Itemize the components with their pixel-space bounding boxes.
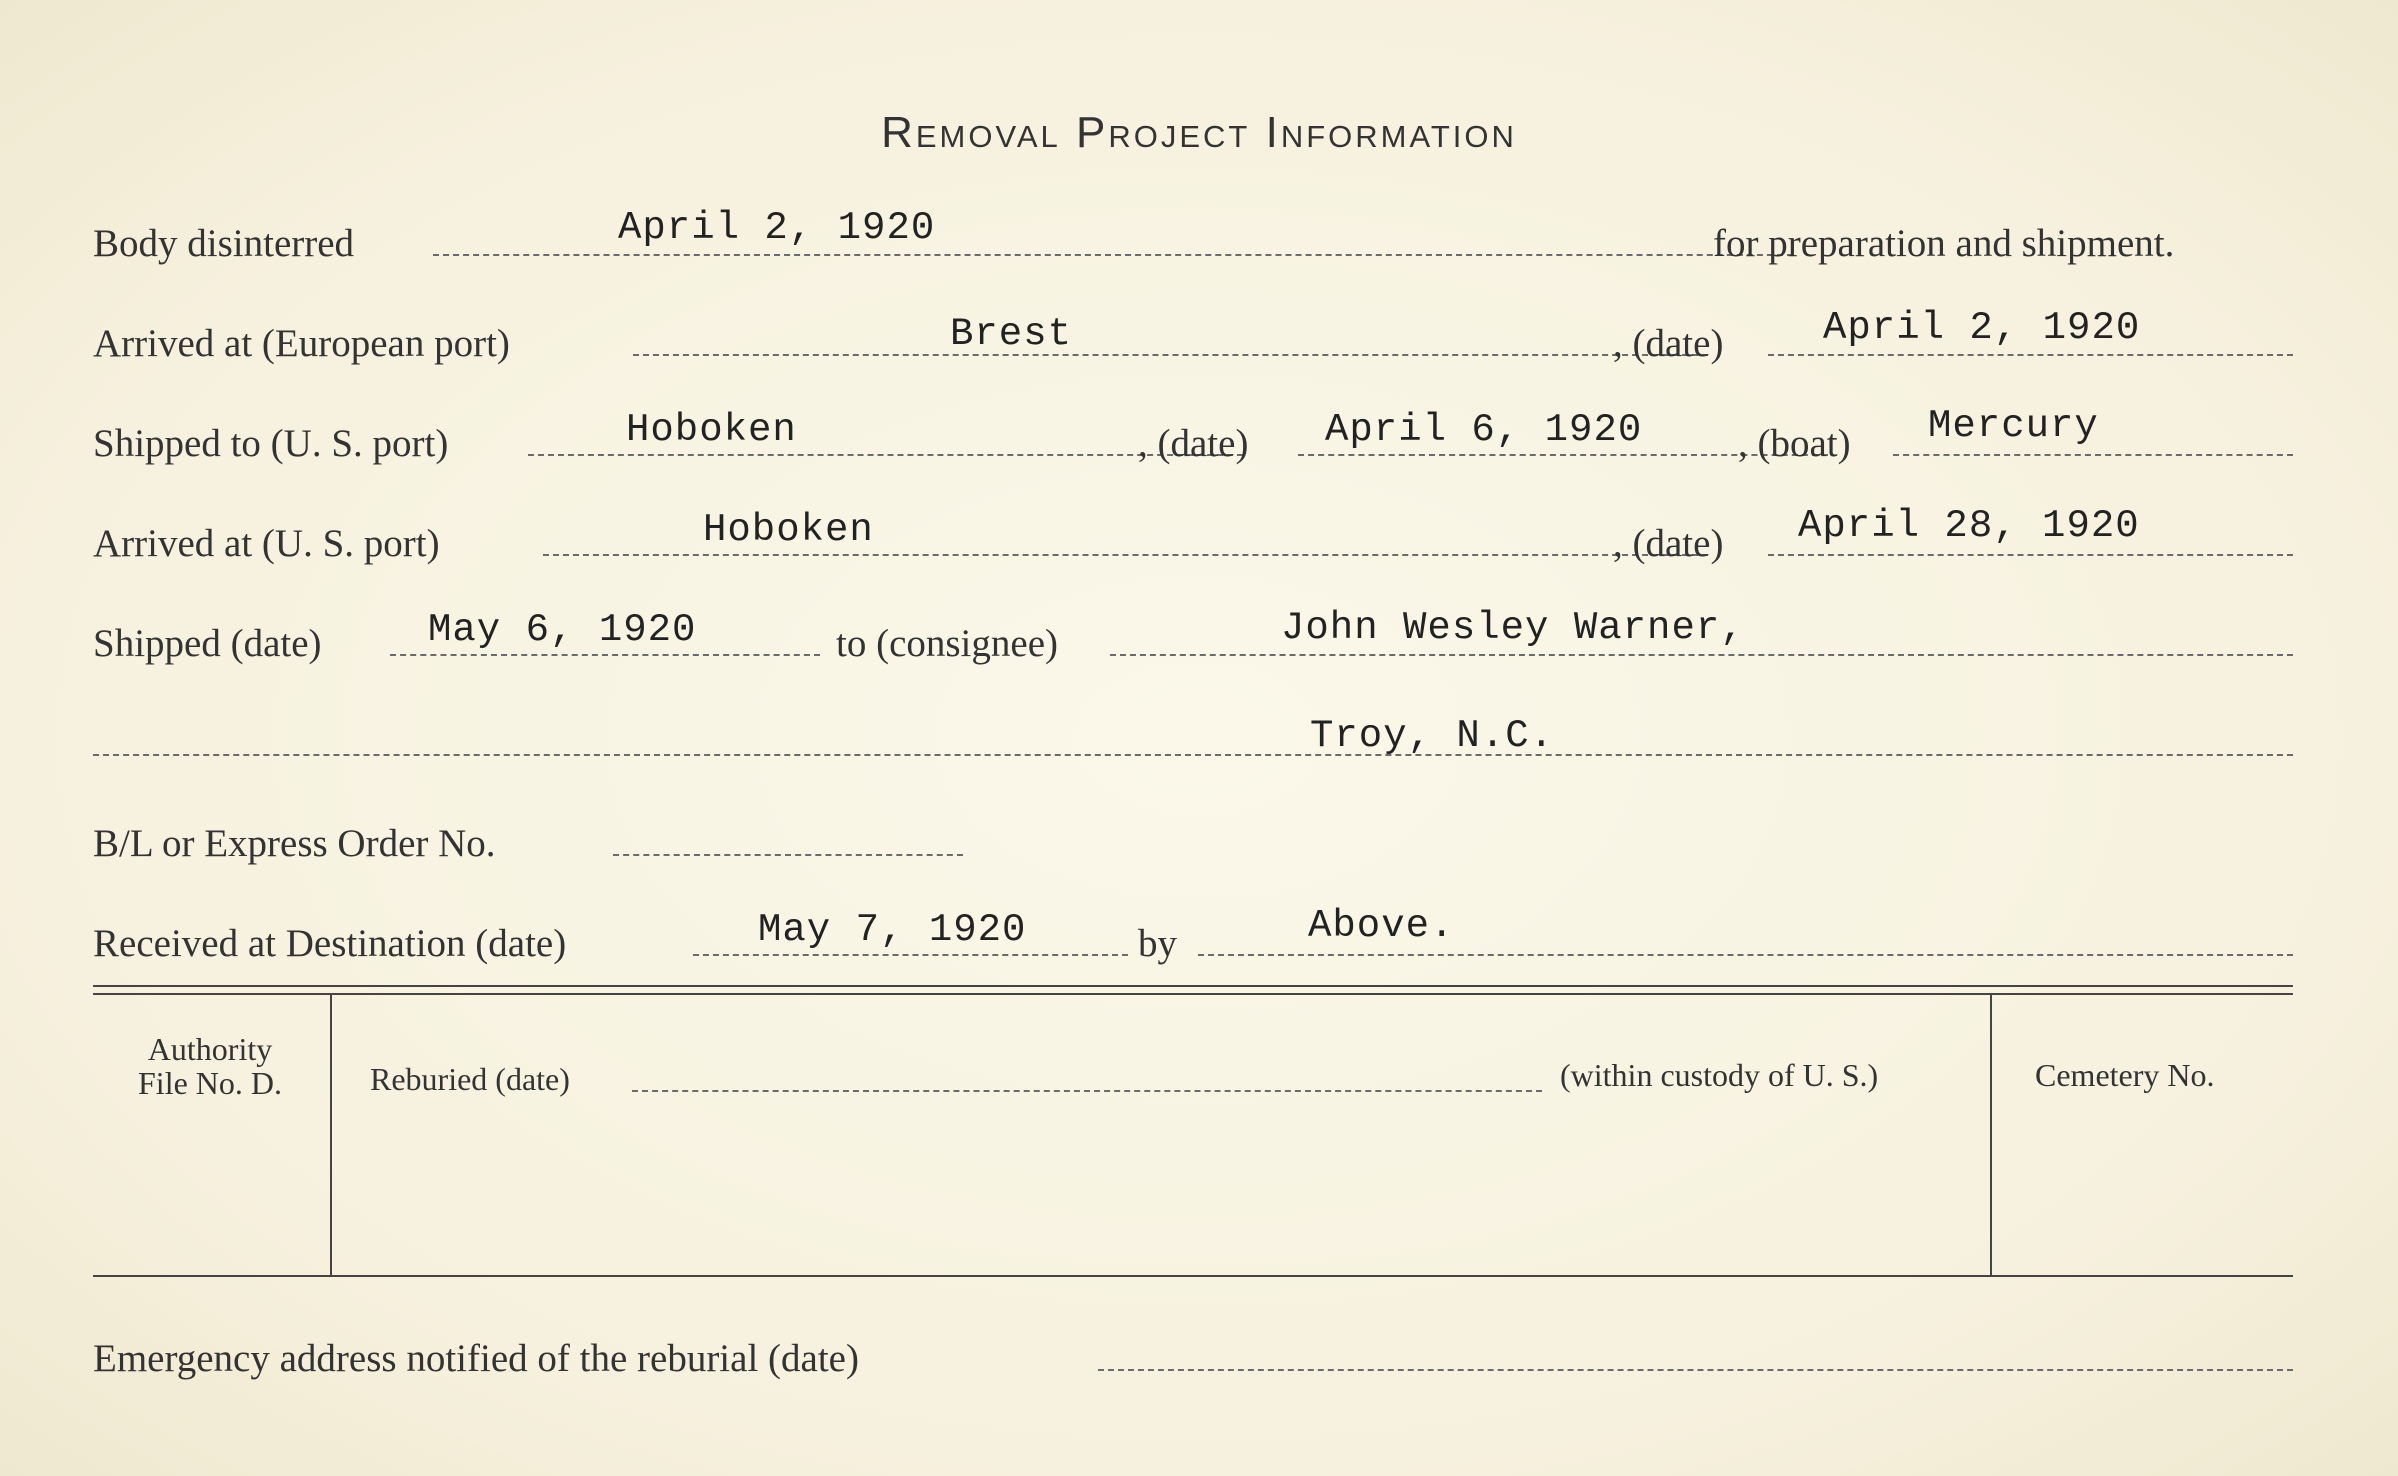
european-port-label: Arrived at (European port): [93, 322, 510, 365]
card-title: Removal Project Information: [881, 108, 1517, 157]
us-port-arrived-value[interactable]: Hoboken: [703, 508, 874, 552]
emergency-label: Emergency address notified of the reburial (date): [93, 1337, 859, 1380]
european-port-date-label: , (date): [1613, 322, 1724, 365]
disinterred-label: Body disinterred: [93, 222, 355, 265]
us-port-arrived-date[interactable]: April 28, 1920: [1798, 504, 2140, 548]
authority-line-2: File No. D.: [138, 1065, 282, 1101]
row-disinterred: [93, 206, 2293, 270]
us-port-shipped-date[interactable]: April 6, 1920: [1325, 408, 1643, 452]
row-european-port: [93, 306, 2293, 370]
disinterred-line: [433, 254, 1793, 256]
row-us-port-arrived: [93, 504, 2293, 570]
row-shipped: [93, 606, 2293, 670]
reburied-label: Reburied (date): [370, 1061, 570, 1097]
table-divider-left: [330, 995, 332, 1275]
consignee-address-line: [93, 754, 2293, 756]
us-port-arrived-date-label: , (date): [1613, 522, 1724, 565]
shipped-date[interactable]: May 6, 1920: [428, 608, 697, 652]
consignee-address-value[interactable]: Troy, N.C.: [1310, 714, 1555, 758]
us-port-shipped-boat-label: , (boat): [1738, 422, 1851, 465]
us-port-arrived-line: [543, 554, 1708, 556]
us-port-shipped-boat[interactable]: Mercury: [1928, 404, 2099, 448]
shipped-label: Shipped (date): [93, 622, 322, 665]
shipped-date-line: [390, 654, 820, 656]
us-port-shipped-date-label: , (date): [1138, 422, 1249, 465]
us-port-shipped-line: [528, 454, 1243, 456]
bl-order-label: B/L or Express Order No.: [93, 822, 496, 865]
received-date[interactable]: May 7, 1920: [758, 908, 1027, 952]
received-date-line: [693, 954, 1128, 956]
row-us-port-shipped: [93, 404, 2293, 470]
custody-label: (within custody of U. S.): [1560, 1057, 1879, 1093]
row-emergency: [93, 1325, 2293, 1385]
received-label: Received at Destination (date): [93, 922, 567, 965]
authority-label: [110, 1032, 310, 1100]
table-bottom-rule: [93, 1275, 2293, 1277]
european-port-date-line: [1768, 354, 2293, 356]
european-port-line: [633, 354, 1708, 356]
european-port-date[interactable]: April 2, 1920: [1823, 306, 2141, 350]
bl-order-line[interactable]: [613, 854, 963, 856]
row-bl-order: [93, 810, 2293, 870]
authority-line-1: Authority: [147, 1031, 273, 1067]
emergency-line[interactable]: [1098, 1369, 2293, 1371]
received-by-line: [1198, 954, 2293, 956]
us-port-arrived-date-line: [1768, 554, 2293, 556]
european-port-value[interactable]: Brest: [950, 312, 1073, 356]
row-consignee-address: [93, 710, 2293, 770]
cemetery-label: Cemetery No.: [2035, 1057, 2215, 1093]
table-top-rule: [93, 985, 2293, 995]
consignee-value[interactable]: John Wesley Warner,: [1281, 606, 1745, 650]
us-port-shipped-label: Shipped to (U. S. port): [93, 422, 449, 465]
row-received: [93, 904, 2293, 970]
reburied-line[interactable]: [632, 1090, 1542, 1092]
disinterred-value[interactable]: April 2, 1920: [618, 206, 936, 250]
us-port-shipped-boat-line: [1893, 454, 2293, 456]
received-by-label: by: [1138, 922, 1177, 965]
consignee-line: [1110, 654, 2293, 656]
consignee-label: to (consignee): [836, 622, 1059, 665]
us-port-arrived-label: Arrived at (U. S. port): [93, 522, 440, 565]
disinterred-suffix: for preparation and shipment.: [1713, 222, 2175, 265]
us-port-shipped-value[interactable]: Hoboken: [626, 408, 797, 452]
table-divider-right: [1990, 995, 1992, 1275]
received-by[interactable]: Above.: [1308, 904, 1455, 948]
